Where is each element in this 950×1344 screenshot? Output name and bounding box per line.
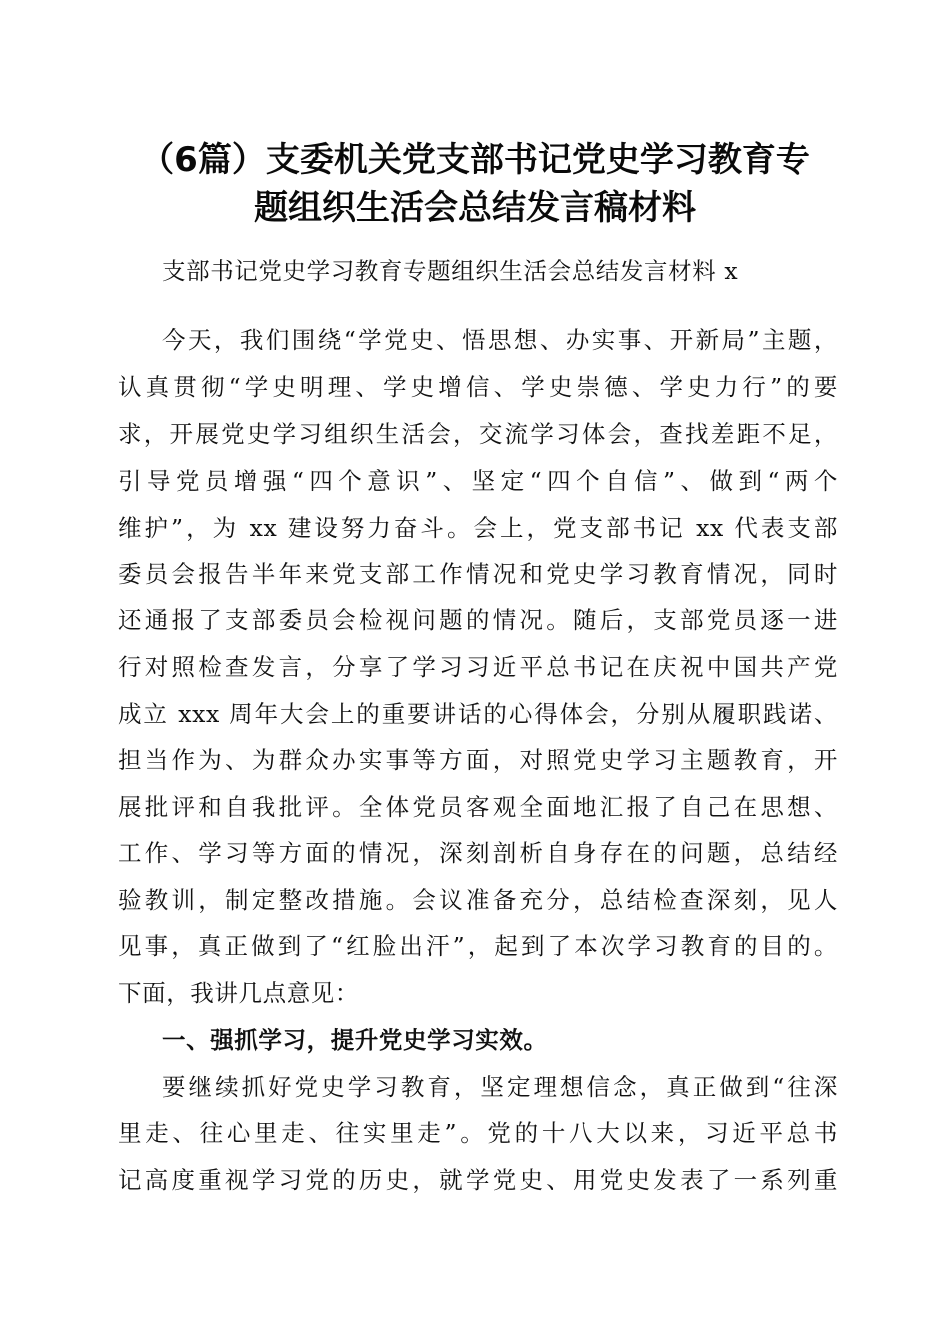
paragraph-line: 要继续抓好党史学习教育，坚定理想信念，真正做到“往深 <box>162 1073 838 1101</box>
paragraph-line: 下面，我讲几点意见： <box>118 979 359 1007</box>
paragraph-line: 工作、学习等方面的情况，深刻剖析自身存在的问题，总结经 <box>118 839 838 867</box>
paragraph-line: 验教训，制定整改措施。会议准备充分，总结检查深刻，见人 <box>118 886 838 914</box>
paragraph-line: 认真贯彻“学史明理、学史增信、学史崇德、学史力行”的要 <box>118 373 838 401</box>
paragraph-line: 维护”，为 xx 建设努力奋斗。会上，党支部书记 xx 代表支部 <box>118 514 838 542</box>
subtitle-line: 支部书记党史学习教育专题组织生活会总结发言材料 x <box>162 257 739 285</box>
paragraph-line: 展批评和自我批评。全体党员客观全面地汇报了自己在思想、 <box>118 793 838 821</box>
paragraph-line: 成立 xxx 周年大会上的重要讲话的心得体会，分别从履职践诺、 <box>118 700 838 728</box>
paragraph-line: 记高度重视学习党的历史，就学党史、用党史发表了一系列重 <box>118 1166 838 1194</box>
paragraph-line: 见事，真正做到了“红脸出汗”，起到了本次学习教育的目的。 <box>118 932 838 960</box>
paragraph-line: 行对照检查发言，分享了学习习近平总书记在庆祝中国共产党 <box>118 653 838 681</box>
section-heading: 一、强抓学习，提升党史学习实效。 <box>162 1026 548 1054</box>
paragraph-line: 求，开展党史学习组织生活会，交流学习体会，查找差距不足， <box>118 420 838 448</box>
document-title-line-2: 题组织生活会总结发言稿材料 <box>254 188 696 228</box>
document-title-line-1: （6篇）支委机关党支部书记党史学习教育专 <box>140 140 810 180</box>
paragraph-line: 还通报了支部委员会检视问题的情况。随后，支部党员逐一进 <box>118 606 838 634</box>
paragraph-line: 引导党员增强“四个意识”、坚定“四个自信”、做到“两个 <box>118 467 838 495</box>
paragraph-line: 委员会报告半年来党支部工作情况和党史学习教育情况，同时 <box>118 560 838 588</box>
paragraph-line: 担当作为、为群众办实事等方面，对照党史学习主题教育，开 <box>118 746 838 774</box>
paragraph-line: 今天，我们围绕“学党史、悟思想、办实事、开新局”主题， <box>162 326 838 354</box>
paragraph-line: 里走、往心里走、往实里走”。党的十八大以来，习近平总书 <box>118 1119 838 1147</box>
